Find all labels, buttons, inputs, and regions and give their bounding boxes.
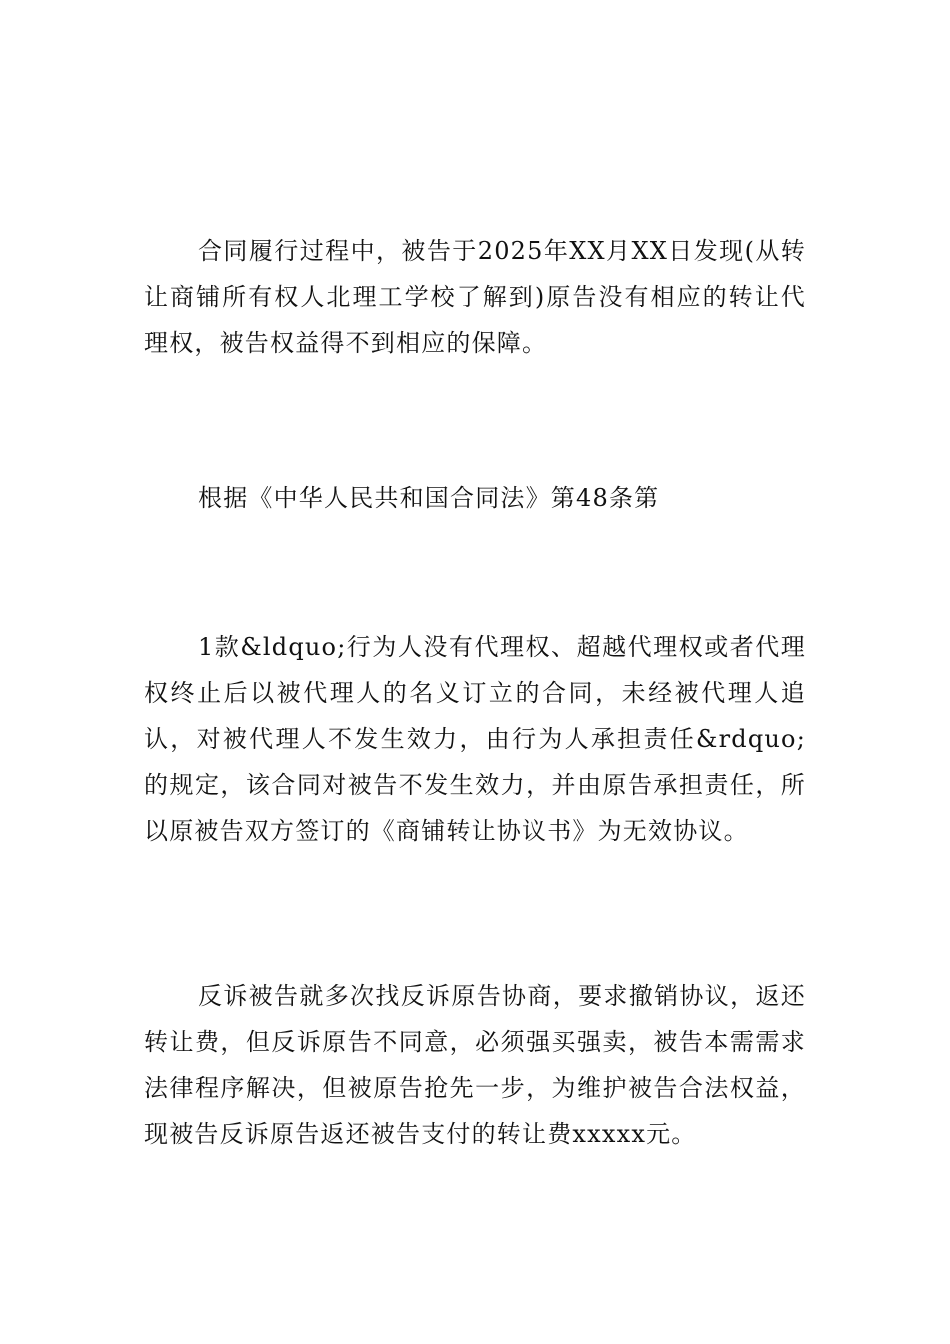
paragraph-article-clause: 1款&ldquo;行为人没有代理权、超越代理权或者代理权终止后以被代理人的名义订立的合同，未经被代理人追认，对被代理人不发生效力，由行为人承担责任&rdquo;的规定，该合同对被告不发生效力，并由原告承担责任，所以原被告双方签订的《商铺转让协议书》为无效协议。 xyxy=(144,633,806,845)
paragraph-legal-basis: 根据《中华人民共和国合同法》第48条第 xyxy=(198,484,660,512)
paragraph-counterclaim: 反诉被告就多次找反诉原告协商，要求撤销协议，返还转让费，但反诉原告不同意，必须强买强卖，被告本需需求法律程序解决，但被原告抢先一步，为维护被告合法权益，现被告反诉原告返还被告支付的转让费xxxxx元。 xyxy=(144,982,806,1148)
paragraph-contract-performance: 合同履行过程中，被告于2025年XX月XX日发现(从转让商铺所有权人北理工学校了解到)原告没有相应的转让代理权，被告权益得不到相应的保障。 xyxy=(144,237,806,357)
